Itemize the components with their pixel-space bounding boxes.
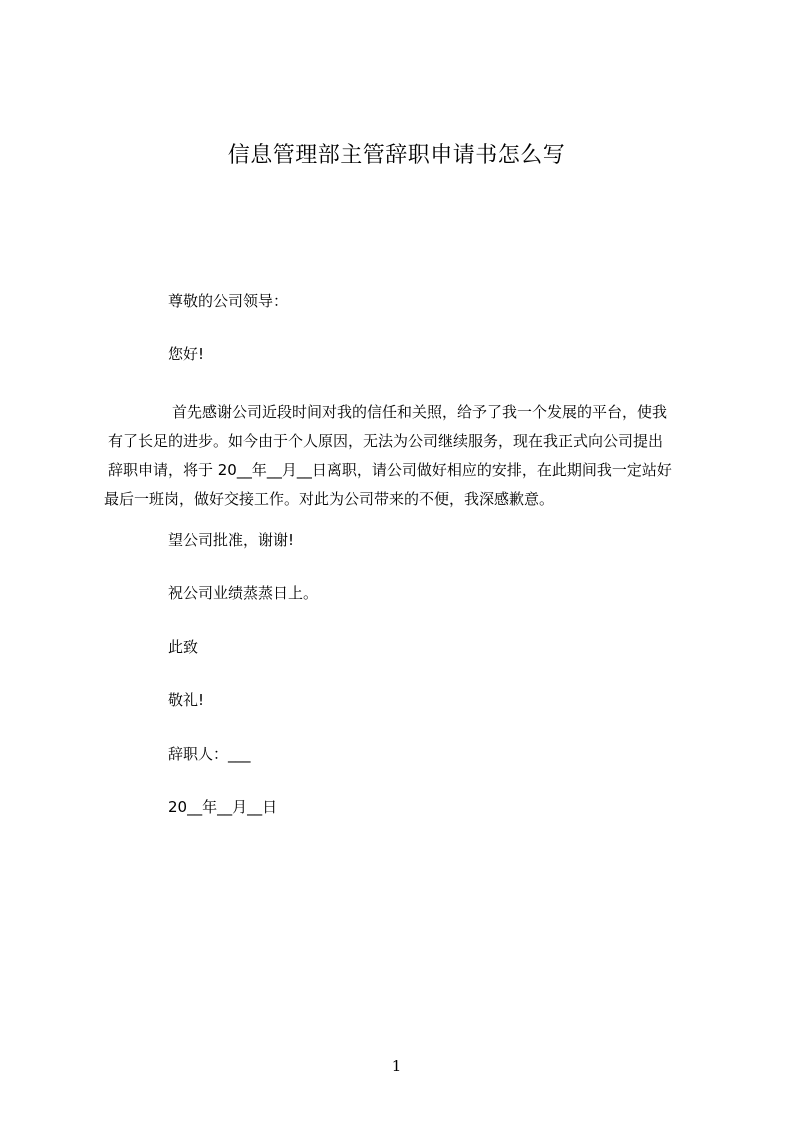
document-title: 信息管理部主管辞职申请书怎么写 bbox=[227, 143, 566, 168]
signer-line: 辞职人：___ bbox=[168, 745, 251, 763]
request-line: 望公司批准，谢谢! bbox=[168, 531, 295, 549]
salutation: 尊敬的公司领导： bbox=[168, 292, 289, 310]
date-line: 20__年__月__日 bbox=[168, 798, 278, 816]
body-line: 首先感谢公司近段时间对我的信任和关照，给予了我一个发展的平台，使我 bbox=[172, 403, 668, 421]
greeting: 您好! bbox=[168, 345, 205, 363]
body-paragraph bbox=[104, 398, 698, 514]
closing-line: 此致 bbox=[168, 638, 199, 656]
page-number: 1 bbox=[391, 1057, 402, 1075]
regards-line: 敬礼! bbox=[168, 691, 205, 709]
wish-line: 祝公司业绩蒸蒸日上。 bbox=[168, 584, 319, 602]
body-line: 辞职申请，将于 20__年__月__日离职，请公司做好相应的安排，在此期间我一定站好 bbox=[108, 461, 672, 479]
body-line: 有了长足的进步。如今由于个人原因，无法为公司继续服务，现在我正式向公司提出 bbox=[108, 432, 664, 450]
body-line: 最后一班岗，做好交接工作。对此为公司带来的不便，我深感歉意。 bbox=[104, 490, 555, 508]
